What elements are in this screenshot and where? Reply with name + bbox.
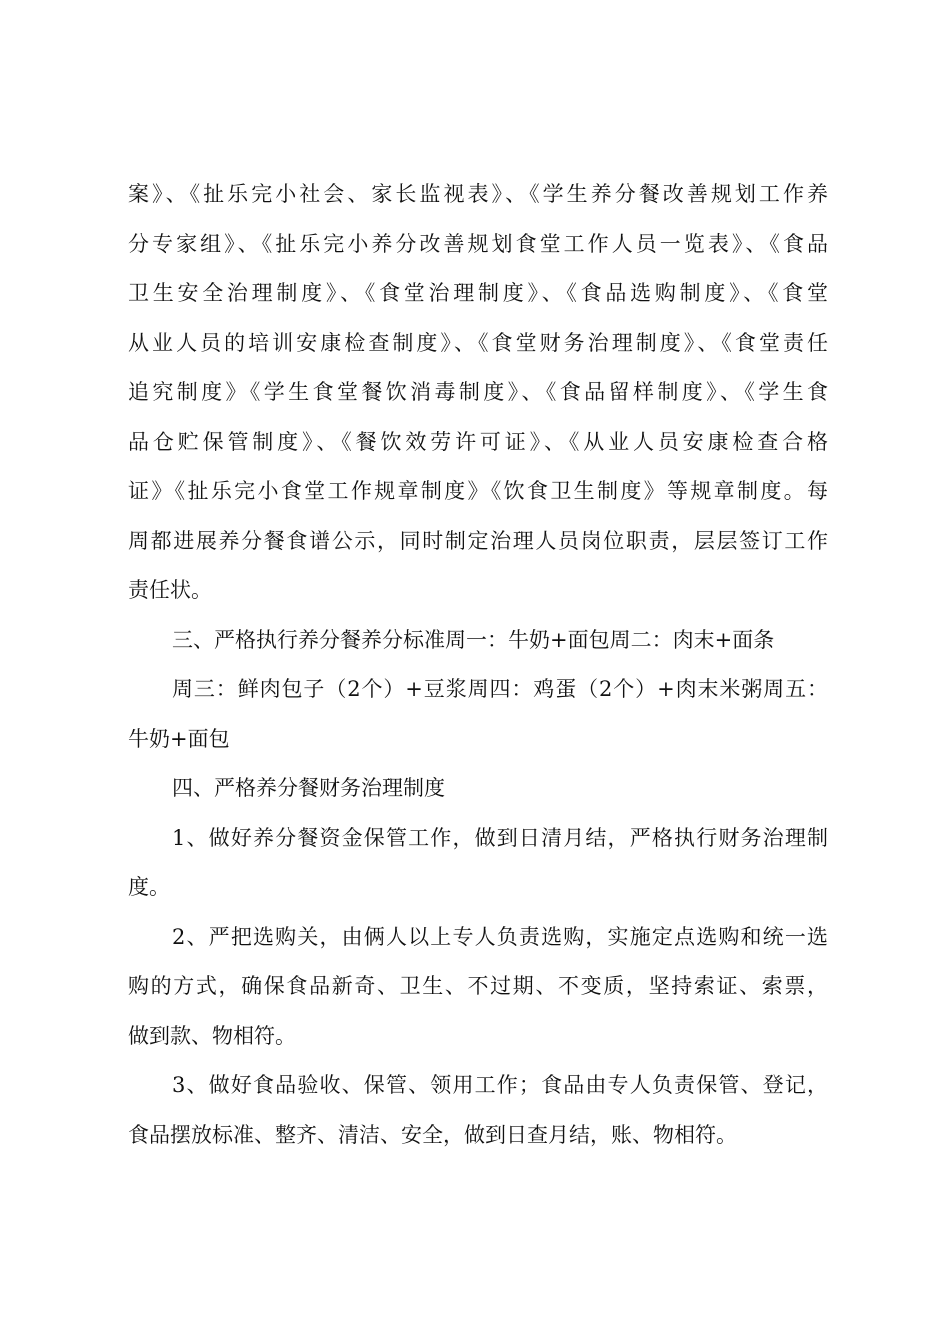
text-line: 做到款、物相符。 [128,1023,296,1048]
list-item: 2、严把选购关，由俩人以上专人负责选购，实施定点选购和统一选 [172,924,828,949]
text-line: 周三：鲜肉包子（2个）+豆浆周四：鸡蛋（2个）+肉末米粥周五： [172,677,828,701]
text-line: 证》《扯乐完小食堂工作规章制度》《饮食卫生制度》等规章制度。每 [128,479,828,503]
text-line: 食品摆放标准、整齐、清洁、安全，做到日查月结，账、物相符。 [128,1122,737,1147]
text-line: 卫生安全治理制度》、《食堂治理制度》、《食品选购制度》、《食堂 [128,281,828,305]
text-line: 追究制度》《学生食堂餐饮消毒制度》、《食品留样制度》、《学生食 [128,380,828,404]
text-line: 度。 [128,875,170,899]
text-line: 从业人员的培训安康检查制度》、《食堂财务治理制度》、《食堂责任 [128,330,828,355]
list-item: 1、做好养分餐资金保管工作，做到日清月结，严格执行财务治理制 [172,825,828,850]
section-heading: 四、严格养分餐财务治理制度 [172,776,445,800]
text-line: 牛奶+面包 [128,726,230,751]
section-heading: 三、严格执行养分餐养分标准周一：牛奶+面包周二：肉末+面条 [172,627,775,652]
document-body [128,182,828,1172]
text-line: 购的方式，确保食品新奇、卫生、不过期、不变质，坚持索证、索票， [128,974,828,998]
text-line: 分专家组》、《扯乐完小养分改善规划食堂工作人员一览表》、《食品 [128,231,828,256]
list-item: 3、做好食品验收、保管、领用工作；食品由专人负责保管、登记， [172,1073,828,1097]
text-line: 责任状。 [128,578,212,602]
text-line: 周都进展养分餐食谱公示，同时制定治理人员岗位职责，层层签订工作 [128,528,828,553]
text-line: 案》、《扯乐完小社会、家长监视表》、《学生养分餐改善规划工作养 [128,182,828,206]
text-line: 品仓贮保管制度》、《餐饮效劳许可证》、《从业人员安康检查合格 [128,429,828,454]
